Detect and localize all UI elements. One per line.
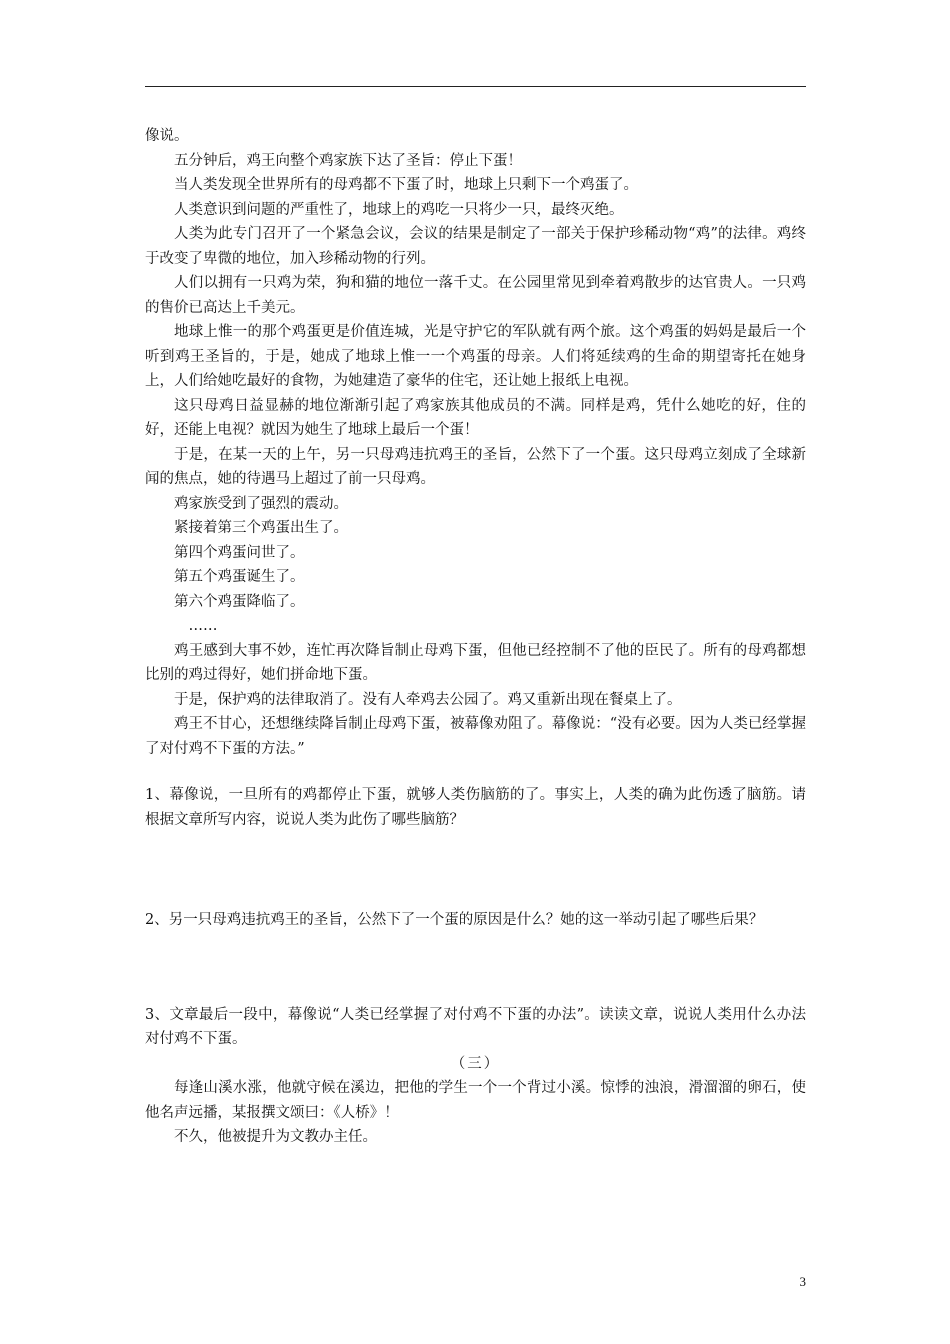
story-paragraph: 人们以拥有一只鸡为荣，狗和猫的地位一落千丈。在公园里常见到牵着鸡散步的达官贵人。一只鸡的售价已高达上千美元。 xyxy=(145,275,806,316)
section3-paragraph: 不久，他被提升为文教办主任。 xyxy=(174,1129,377,1145)
story-paragraph: 第五个鸡蛋诞生了。 xyxy=(174,569,305,585)
page-content xyxy=(145,124,806,1150)
story-paragraph: 地球上惟一的那个鸡蛋更是价值连城，光是守护它的军队就有两个旅。这个鸡蛋的妈妈是最后一个听到鸡王圣旨的，于是，她成了地球上惟一一个鸡蛋的母亲。人们将延续鸡的生命的期望寄托在她身上，人们给她吃最好的食物，为她建造了豪华的住宅，还让她上报纸上电视。 xyxy=(145,324,806,389)
question-2: 2、另一只母鸡违抗鸡王的圣旨，公然下了一个蛋的原因是什么？她的这一举动引起了哪些后果？ xyxy=(145,912,764,928)
story-paragraph: 第六个鸡蛋降临了。 xyxy=(174,593,305,610)
page-number: 3 xyxy=(799,1274,806,1289)
story-paragraph: 鸡王不甘心，还想继续降旨制止母鸡下蛋，被幕像劝阻了。幕像说：“没有必要。因为人类已经掌握了对付鸡不下蛋的方法。” xyxy=(145,716,806,757)
answer-space xyxy=(145,832,806,908)
story-paragraph: 于是，在某一天的上午，另一只母鸡违抗鸡王的圣旨，公然下了一个蛋。这只母鸡立刻成了全球新闻的焦点，她的待遇马上超过了前一只母鸡。 xyxy=(145,446,806,487)
story-paragraph: 五分钟后，鸡王向整个鸡家族下达了圣旨：停止下蛋！ xyxy=(174,152,522,169)
section3-paragraph: 每逢山溪水涨，他就守候在溪边，把他的学生一个一个背过小溪。惊悸的浊浪，滑溜溜的卵石，使他名声远播，某报撰文颂曰：《人桥》！ xyxy=(145,1080,806,1121)
header-rule xyxy=(145,86,806,87)
story-paragraph: 人类为此专门召开了一个紧急会议，会议的结果是制定了一部关于保护珍稀动物“鸡”的法律。鸡终于改变了卑微的地位，加入珍稀动物的行列。 xyxy=(145,226,806,267)
story-paragraph: 鸡王感到大事不妙，连忙再次降旨制止母鸡下蛋，但他已经控制不了他的臣民了。所有的母鸡都想比别的鸡过得好，她们拼命地下蛋。 xyxy=(145,642,806,683)
section-title: （三） xyxy=(450,1055,501,1072)
story-paragraph: 这只母鸡日益显赫的地位渐渐引起了鸡家族其他成员的不满。同样是鸡，凭什么她吃的好，住的好，还能上电视？就因为她生了地球上最后一个蛋！ xyxy=(145,397,806,438)
spacer xyxy=(145,761,806,783)
story-paragraph: 当人类发现全世界所有的母鸡都不下蛋了时，地球上只剩下一个鸡蛋了。 xyxy=(174,177,638,193)
story-ellipsis: …… xyxy=(188,618,218,634)
question-1: 1、幕像说，一旦所有的鸡都停止下蛋，就够人类伤脑筋的了。事实上，人类的确为此伤透了脑筋。请根据文章所写内容，说说人类为此伤了哪些脑筋？ xyxy=(145,787,806,828)
answer-space xyxy=(145,933,806,1003)
story-paragraph: 像说。 xyxy=(145,128,189,144)
story-paragraph: 第四个鸡蛋问世了。 xyxy=(174,544,305,561)
question-3: 3、文章最后一段中，幕像说“人类已经掌握了对付鸡不下蛋的办法”。读读文章，说说人类用什么办法对付鸡不下蛋。 xyxy=(145,1006,806,1047)
story-paragraph: 于是，保护鸡的法律取消了。没有人牵鸡去公园了。鸡又重新出现在餐桌上了。 xyxy=(174,691,682,708)
story-paragraph: 人类意识到问题的严重性了，地球上的鸡吃一只将少一只，最终灭绝。 xyxy=(174,201,624,218)
story-paragraph: 鸡家族受到了强烈的震动。 xyxy=(174,495,348,512)
story-paragraph: 紧接着第三个鸡蛋出生了。 xyxy=(174,520,348,536)
